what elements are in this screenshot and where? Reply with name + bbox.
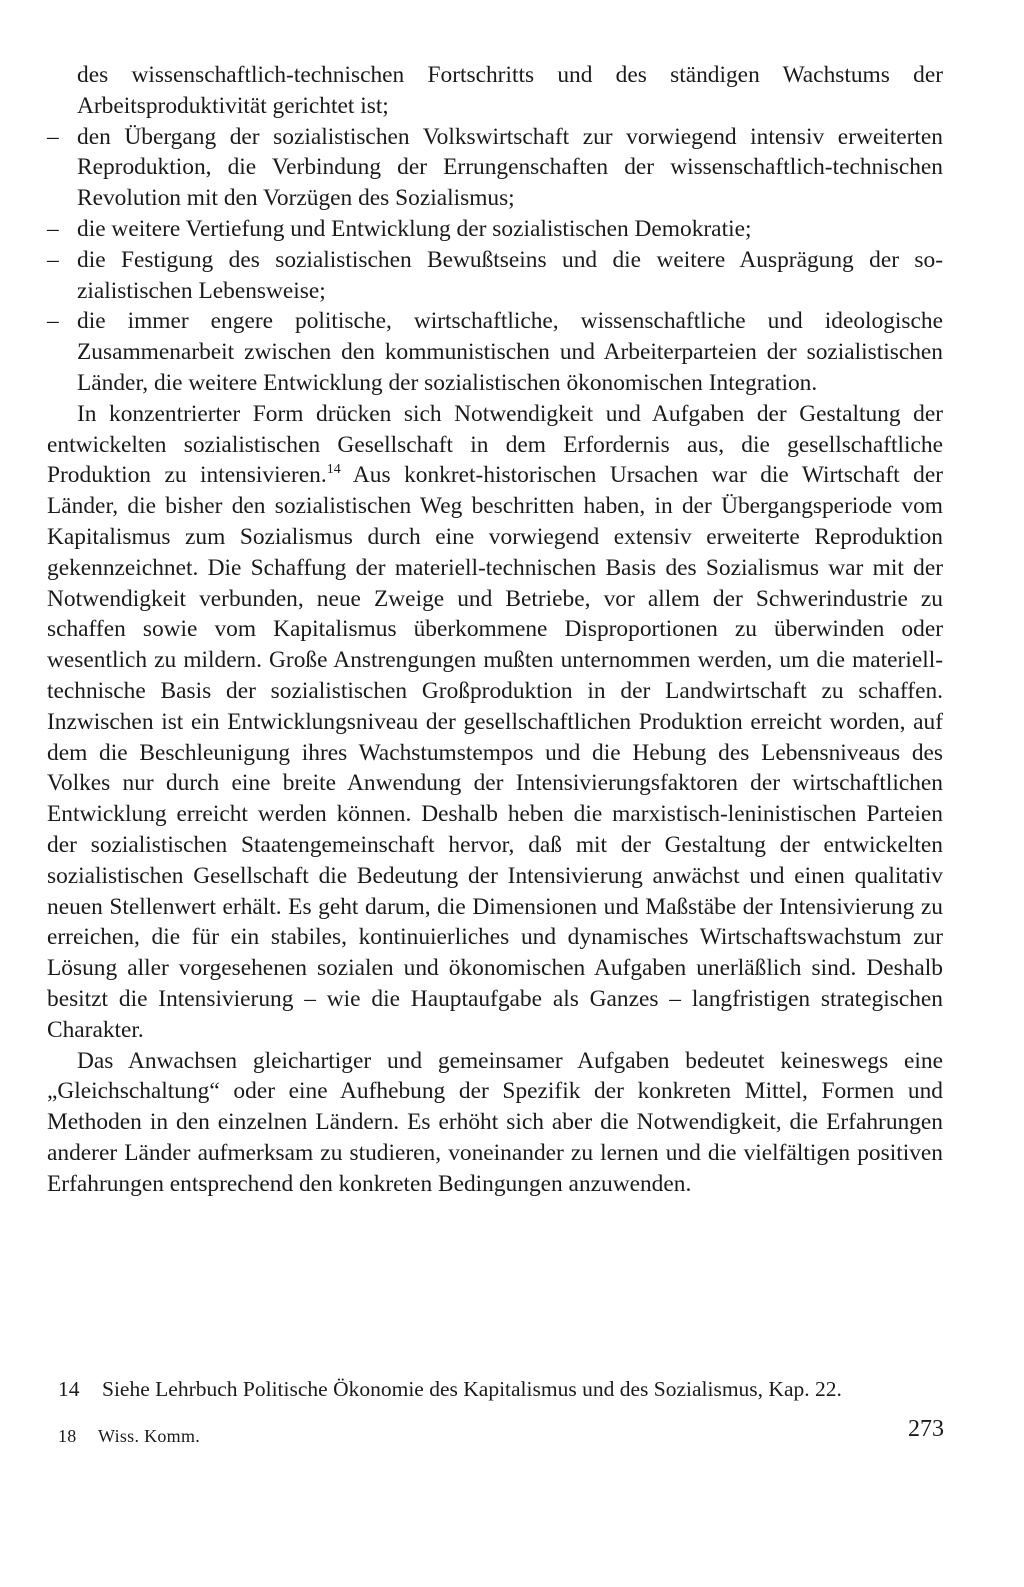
paragraph-intensivierung — [47, 399, 943, 1046]
paragraph-text-part2: Aus konkret-historischen Ursachen war die Wirtschaft der Länder, die bisher den sozialistischen Weg beschritten haben, in der Übergangsperiode vom Kapitalismus zum Sozialismus durch eine vorwiegend extensiv erweiterte Reproduktion gekennzeichnet. Die Schaffung der materiell-technischen Basis des Sozialismus war mit der Notwendigkeit verbunden, neue Zweige und Betriebe, vor allem der Schwerindustrie zu schaffen sowie vom Kapitalismus überkommene Disproportionen zu überwinden oder wesentlich zu mildern. Große Anstrengungen mußten unternommen werden, um die materiell-technische Basis der sozialistischen Großproduktion in der Landwirtschaft zu schaffen. Inzwischen ist ein Entwicklungsniveau der gesellschaftlichen Produktion erreicht worden, auf dem die Beschleunigung ihres Wachstumstempos und die Hebung des Lebensniveaus des Volkes nur durch eine breite Anwendung der Intensivierungsfaktoren der wirtschaftlichen Entwicklung erreicht werden können. Deshalb heben die marxistisch-leninistischen Parteien der sozialistischen Staatengemeinschaft hervor, daß mit der Gestaltung der entwickelten sozialistischen Gesellschaft die Bedeutung der Intensivierung anwächst und einen qualitativ neuen Stellenwert erhält. Es geht darum, die Dimensionen und Maßstäbe der Intensivierung zu erreichen, die für ein stabiles, kontinuierliches und dynamisches Wirtschaftswachstum zur Lösung aller vorgesehenen sozialen und ökonomischen Aufgaben unerläßlich sind. Deshalb besitzt die Intensivierung – wie die Hauptaufgabe als Ganzes – langfristigen strategischen Charakter. — [47, 462, 943, 1043]
list-item-text: die immer engere politische, wirtschaftliche, wissenschaftliche und ideologische Zusammenarbeit zwischen den kommunistischen und Arbeiterparteien der sozialistischen Länder, die weitere Entwicklung der sozialistischen ökonomischen Integration. — [77, 308, 943, 396]
list-item — [47, 122, 943, 214]
footnote-text: Siehe Lehrbuch Politische Ökonomie des Kapitalismus und des Sozialismus, Kap. 22. — [102, 1377, 842, 1401]
paragraph-aufgaben: Das Anwachsen gleichartiger und gemeinsamer Aufgaben bedeutet keineswegs eine „Gleichschaltung“ oder eine Aufhebung der Spezifik der konkreten Mittel, Formen und Methoden in den einzelnen Ländern. Es erhöht sich aber die Notwendigkeit, die Erfahrungen anderer Länder aufmerksam zu studieren, voneinander zu lernen und die vielfältigen positiven Erfahrungen entsprechend den konkreten Bedingungen anzuwenden. — [47, 1047, 943, 1197]
page-number: 273 — [908, 1416, 944, 1442]
list-item-text: die Festigung des sozialistischen Bewußtseins und die weitere Ausprägung der sozialistischen Lebensweise; — [77, 246, 943, 304]
footnote-reference[interactable]: 14 — [326, 462, 341, 478]
footnote — [58, 1375, 938, 1403]
signature-number: 18 — [58, 1426, 77, 1446]
paragraph-text-part1: In konzentrierter Form drücken sich Notwendigkeit und Aufgaben der Gestaltung der entwickelten sozialistischen Gesellschaft in dem Erfordernis aus, die gesellschaftliche Produktion zu intensivieren. — [47, 400, 943, 489]
signature-text: Wiss. Komm. — [98, 1426, 201, 1446]
list-dash: – — [47, 308, 59, 335]
signature-mark — [58, 1424, 200, 1448]
list-item — [47, 306, 943, 398]
list-item-text: die weitere Vertiefung und Entwicklung der sozialistischen Demokratie; — [77, 215, 752, 242]
footnote-number: 14 — [58, 1377, 80, 1401]
list-dash: – — [47, 215, 59, 242]
list-dash: – — [47, 246, 59, 273]
list-item-text: den Übergang der sozialistischen Volkswirtschaft zur vorwiegend intensiv erweiterten Reproduktion, die Verbindung der Errungenschaften der wissenschaftlich-technischen Revolution mit den Vorzügen des Sozialismus; — [77, 123, 943, 212]
list-item — [47, 245, 943, 307]
body-text — [47, 60, 943, 1199]
list-dash: – — [47, 123, 59, 150]
continuation-text: des wissenschaftlich-technischen Fortschritts und des ständigen Wachstums der Arbeitsproduktivität gerichtet ist; — [77, 62, 943, 119]
list-item — [47, 214, 943, 245]
